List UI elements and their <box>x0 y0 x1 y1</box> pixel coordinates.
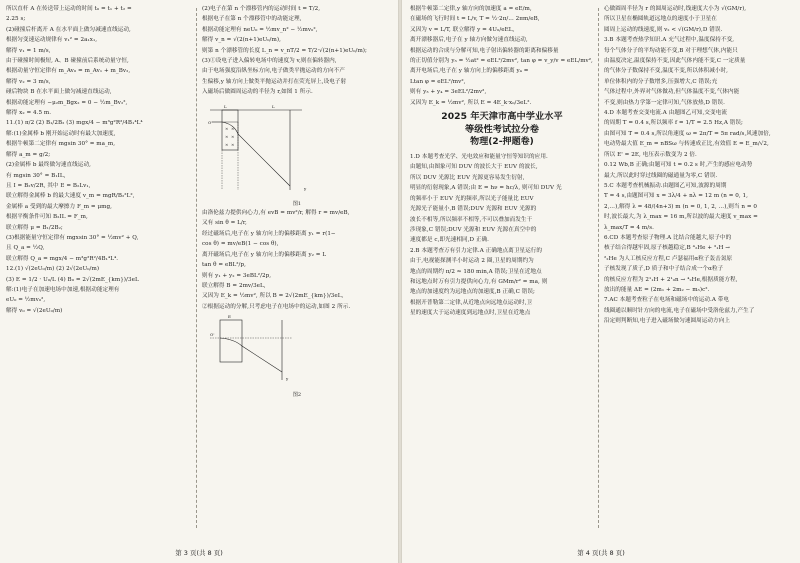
text-line: 2.B 本题考查万有引力定律.A 正确地点离卫星运行的 <box>410 247 543 254</box>
text-line: 速度都是 c,即光速相同,D 正确. <box>410 237 489 244</box>
text-line: 入磁场后做圆周运动的半径为 r,如图 1 所示. <box>202 89 313 96</box>
text-line: 由温度决定,温度保持不变,因此气体内能不变,C 一定质量 <box>604 58 746 65</box>
text-line: λ_max/T = 4 m/s. <box>604 224 654 231</box>
text-line: 2.25 s; <box>6 16 26 23</box>
text-line: 由洛伦兹力提供向心力,有 evB = mv²/r, 解得 r = mv/eB, <box>202 210 350 217</box>
text-line: 的频率小于 EUV 光的频率,所以光子能量比 EUV <box>410 195 534 202</box>
text-line: 联立解得 μ = B₁/2B₂; <box>6 224 63 231</box>
text-line: 7.AC 本题考查粒子在电场和磁场中的运动.A 带电 <box>604 297 730 304</box>
svg-text:×: × <box>231 133 235 139</box>
text-line: 解得 v₀ = √(2eU₀/m) <box>6 307 63 314</box>
text-line: 又因为 v = L/T, 联立解得 y = 4U₀/eEL, <box>410 26 515 33</box>
text-line: 和远地点时万有引力提供向心力,有 GMm/r² = ma, 则 <box>410 278 548 285</box>
text-line: 由题知,由图象可知 DUV 的波长大于 EUV 的波长, <box>410 164 538 171</box>
exam-title: 2025 年天津市高中学业水平 <box>441 111 563 123</box>
text-line: 在磁场的飞行时间 t = L/v, T = ½·2π/... 2πm/eB, <box>410 16 540 23</box>
text-line: 圆周上运动的线速度,则 v₂ < √(GM/r),D 错误. <box>604 26 723 33</box>
right-page-column-1 <box>410 4 594 319</box>
text-line: 的正切值分别为 y₃ = ½at² = eEL²/2mv², tan φ = v_y/v = eEL/mv², <box>410 58 593 65</box>
text-line: 沿定则判断知,电子进入磁场做匀速圆周运动方向上 <box>604 318 730 325</box>
text-line: 根据动量守恒定律有 m_Av₀ = m_Av₁ + m_Bv₂, <box>6 68 131 75</box>
text-line: 的气体分子数保持不变,温度不变,所以体积减小时, <box>604 68 729 75</box>
text-line: 2,…),解得 λ = 48/(4n+3) m (n = 0, 1, 2, …),则当 n = 0 <box>604 203 758 210</box>
left-page-column-1 <box>6 4 192 316</box>
text-line: 根据牛顿第二定律,y 轴方向的加速度 a = eE/m, <box>410 6 532 12</box>
text-line: ②根据运动的分解,只考虑电子在电场中的运动,如图 2 所示. <box>202 303 351 310</box>
text-line: cos θ) = mv/eB(1 − cos θ), <box>202 241 279 248</box>
text-line: tan θ = eBL²/p, <box>202 262 246 269</box>
text-line: 根据牛顿第二定律有 mgsin 30° = ma_m, <box>6 141 116 148</box>
text-line: 又有 sin θ = L/r, <box>202 220 247 227</box>
text-line: (3)根据能量守恒定律有 mgxsin 30° = ½mv² + Q, <box>6 234 139 241</box>
text-line: 解:(1)电子在加速电场中加速,根据动能定理有 <box>6 286 120 293</box>
page-number-footer: 第 3 页(共 8 页) <box>175 549 223 557</box>
text-line: 根据匀变速运动规律有 v₁² = 2a₁x₁, <box>6 37 98 44</box>
text-line: 根据动能定理有 neU₀ = ½mv_n² − ½mv₀², <box>202 26 318 33</box>
exam-subject: 物理(2-押题卷) <box>470 137 534 148</box>
figure-2-caption: 图2 <box>292 391 302 398</box>
text-line: 且 Q_a = ½Q, <box>6 245 45 252</box>
text-line: 地点的周期约 π/2 ≈ 180 min,A 错误;卫星在近地点 <box>410 268 542 275</box>
text-line: 由于碰撞时间极短, A、B 碰撞前后系统动量守恒, <box>6 58 129 65</box>
text-line: T = 4 s,由题图可知 x = 3λ/4 + nλ = 12 m (n = 0, 1, <box>604 193 748 200</box>
text-line: 11.(1) π/2 (2) B₁/2B₂ (3) mgx/4 − m³g²R²/4B₁⁴L⁴ <box>6 120 143 127</box>
text-line: 线圈通以顺时针方向的电流,电子在磁场中受洛伦兹力,产生了 <box>604 307 755 314</box>
text-line: 联立解得金属棒 b 的最大速度 v_m = mgR/B₂²L², <box>6 193 135 200</box>
text-line: 解得 v₁ = 1 m/s, <box>6 47 51 54</box>
text-line: 碰后物块 B 在水平面上做匀减速直线运动, <box>6 89 112 96</box>
text-line: ²₂He 为人工核反应方程,C 卢瑟福用α粒子轰击氮原 <box>604 255 733 262</box>
text-line: (2)金属棒 b 最终做匀速直线运动, <box>6 162 91 169</box>
text-line: 0.12 Wb,B 正确;由题可知 t = 0.2 s 时,产生的感应电动势 <box>604 162 753 169</box>
text-line: 放出的能量 ΔE = (2m₁ + 2m₂ − m₃)c². <box>604 286 710 293</box>
text-line: 5.C 本题考查机械振动.由题图乙可知,波源的周期 <box>604 182 727 189</box>
text-line: 由于电场强度沿纵坐标方向,电子做类平抛运动的方向不产 <box>202 68 345 75</box>
svg-text:×: × <box>225 125 229 131</box>
text-line: 根据运动的合成与分解可知,电子射出偏转器的距离和偏移量 <box>410 47 559 54</box>
text-line: 3.B 本题考查热学知识.A 充气过程中,温度保持不变, <box>604 37 735 44</box>
text-line: 根据动能定理有 −μ₂m_Bgx₂ = 0 − ½m_Bv₂², <box>6 99 128 106</box>
page-number-footer: 第 4 页(共 8 页) <box>577 549 625 557</box>
text-line: 每个气体分子的平均动能不变,B 对于理想气体,内能只 <box>604 47 738 54</box>
text-line: 电动势最大值 E_m = nBSω 与转速成正比,有效值 E = E_m/√2, <box>604 141 769 148</box>
text-line: 则有 y₁ + y₂ = 3eBL²/2p, <box>202 272 272 279</box>
text-line: 离开磁场后,电子在 y 轴方向上的偏移距离 y₂ = L <box>202 251 327 258</box>
text-line: (3) E = 1/2 · U₀/L (4) B₀ = 2√(2mE_{km})/3eL <box>6 276 139 283</box>
text-line: 又因为 E_k = ½mv², 所以 E = 4E_k·x₀/3eL². <box>410 99 532 106</box>
text-line: 金属棒 a 受到的最大摩擦力 F_m = μmg, <box>6 203 112 210</box>
text-line: (2)电子在第 n 个漂移管内的运动时间 t = T/2, <box>202 6 321 12</box>
svg-text:O': O' <box>208 119 213 125</box>
text-line: 12.(1) √(2eU₀/m) (2) 2√(2eU₀/m) <box>6 266 100 273</box>
text-line: 涉现象,C 错误;DUV 光源和 EUV 光源在真空中的 <box>410 226 537 233</box>
text-line: 则有 y₃ + y₄ = 3eEL²/2mv², <box>410 89 487 96</box>
text-line: 所以 DUV 光源比 EUV 光源更容易发生衍射, <box>410 174 525 181</box>
text-line: eU₀ = ½mv₀², <box>6 297 46 304</box>
text-line: 所以 E' = 2E, 电压表示数变为 2 倍. <box>604 151 697 158</box>
column-divider <box>598 8 599 528</box>
svg-text:O': O' <box>210 332 215 338</box>
text-line: 光源光子能量小,B 错误;DUV 光源和 EUV 光源的 <box>410 206 537 213</box>
right-page <box>402 0 800 563</box>
figure-1-caption: 图1 <box>292 201 302 208</box>
svg-text:×: × <box>225 133 229 139</box>
text-line: 心做圆周半径为 r 的圆周运动时,线速度大小为 √(GM/r), <box>604 6 747 12</box>
text-line: 的周期 T = 0.4 s,所以频率 f = 1/T = 2.5 Hz,A 错误; <box>604 120 743 127</box>
text-line: (3)①设电子进入偏转电场中的速度为 v,则在偏转器内, <box>202 58 337 65</box>
svg-text:×: × <box>231 141 235 147</box>
text-line: 波长不相等,所以频率不相等,不可以叠加而发生干 <box>410 216 533 223</box>
column-divider <box>196 8 197 528</box>
text-line: 由于,电视能探测半小时运动 2 圈,卫星的周期约为 <box>410 258 534 265</box>
text-line: 有 mgsin 30° = B₁IL, <box>6 172 66 179</box>
text-line: 解得 a_m = g/2; <box>6 151 51 158</box>
text-line: 星的速度大于运动速度到远地点时,卫星在近地点 <box>410 310 531 317</box>
text-line: 的核反应方程为 2¹₁H + 2¹₀n → ⁴₂He,根据质能方程, <box>604 276 738 283</box>
text-line: 联立解得 B = 2mv/3eL, <box>202 282 266 289</box>
text-line: 解:(1)金属棒 b 刚开始运动时有最大加速度, <box>6 130 116 137</box>
svg-text:L: L <box>224 103 227 109</box>
text-line: 则第 n 个漂移管的长度 L_n = v_nT/2 = T/2·√(2(n+1)eU₀/m); <box>202 47 367 54</box>
figure-1-magnetic-deflection <box>202 100 312 194</box>
text-line: (2)碰撞后杆离开 A 在水平面上做匀减速直线运动, <box>6 26 131 33</box>
exam-title-block <box>410 110 594 149</box>
text-line: 根据开普勒第二定律,从近地点向远地点运动时,卫 <box>410 299 533 306</box>
text-line: 气体过程中,外界对气体做功,但气体温度不变,气体内能 <box>604 89 740 96</box>
text-line: 核子结合得越牢固,原子核越稳定,B ⁴₂He + ³₁H → <box>604 245 731 252</box>
svg-text:×: × <box>231 125 235 131</box>
text-line: 离开电场后,电子在 y 轴方向上的偏移距离 y₄ = <box>410 68 529 75</box>
text-line: 生偏移,y 轴方向上做类平抛运动并打在荧光屏上,设电子射 <box>202 78 347 85</box>
text-line: 时,波长最大,为 λ_max = 16 m,所以波的最大速度 v_max = <box>604 214 758 221</box>
text-line: 6.CD 本题考查原子物理.A 比结合能越大,原子中的 <box>604 234 732 241</box>
text-line: Ltan φ = eEL²/mv², <box>410 78 466 85</box>
svg-text:E: E <box>228 314 231 320</box>
text-line: 解得 v₂ = 3 m/s, <box>6 78 51 85</box>
text-line: 单位体积内的分子数增多,压强增大,C 错误;充 <box>604 78 718 85</box>
svg-text:y: y <box>286 376 289 382</box>
text-line: 子核发现了质子,D 质子和中子结合成一个α粒子 <box>604 266 724 273</box>
left-page-column-2 <box>202 4 392 399</box>
text-line: 且 I = B₂v/2R, 其中 E = B₂Lv₁, <box>6 182 91 189</box>
text-line: 所以直杆 A 在传送带上运动的时间 t₀ = t₁ + t₂ = <box>6 6 132 12</box>
figure-2-electric-deflection <box>202 314 302 384</box>
text-line: 所以卫星在椭圆轨道远地点的速度小于卫星在 <box>604 16 717 23</box>
right-page-column-2 <box>604 4 794 327</box>
text-line: 最大,所以此时穿过线圈的磁通量为零,C 错误. <box>604 172 718 179</box>
text-line: 4.D 本题考查交变电流.A 由题图乙可知,交变电流 <box>604 110 727 117</box>
text-line: 根据电子在第 n 个漂移管中的动能定理, <box>202 16 302 23</box>
text-line: 明显的衍射现象,A 错误;由 E = hν = hc/λ, 则可知 DUV 光 <box>410 185 562 192</box>
svg-text:L: L <box>272 103 275 109</box>
text-line: 1.D 本题考查光学、光电效应和能量守恒等知识的应用. <box>410 154 548 161</box>
text-line: 经过磁场后,电子在 y 轴方向上的偏移距离 y₁ = r(1− <box>202 230 336 237</box>
text-line: 解得 x₂ = 4.5 m. <box>6 110 52 117</box>
svg-text:y: y <box>304 185 307 191</box>
left-page <box>0 0 398 563</box>
text-line: 又因为 E_k = ½mv², 所以 B = 2√(2mE_{km})/3eL, <box>202 293 344 300</box>
text-line: 联立解得 Q_a = mgx/4 − m³g²R²/4B₁⁴L⁴. <box>6 255 119 262</box>
text-line: 由图可知 T = 0.4 s,所以角速度 ω = 2π/T = 5π rad/s,风速加倍, <box>604 130 771 137</box>
svg-text:×: × <box>225 141 229 147</box>
text-line: 解得 v_n = √(2(n+1)eU₀/m), <box>202 37 281 44</box>
text-line: 根据平衡条件可知 B₂IL = F_m, <box>6 214 88 221</box>
text-line: 不变,则由热力学第一定律可知,气体放热,D 错误. <box>604 99 725 106</box>
text-line: 地点的加速度约为远地点的加速度,B 正确,C 错误; <box>410 289 535 296</box>
exam-subtitle: 等级性考试拉分卷 <box>465 124 539 136</box>
text-line: 离开漂移器后,电子在 y 轴方向做匀速直线运动, <box>410 37 528 44</box>
